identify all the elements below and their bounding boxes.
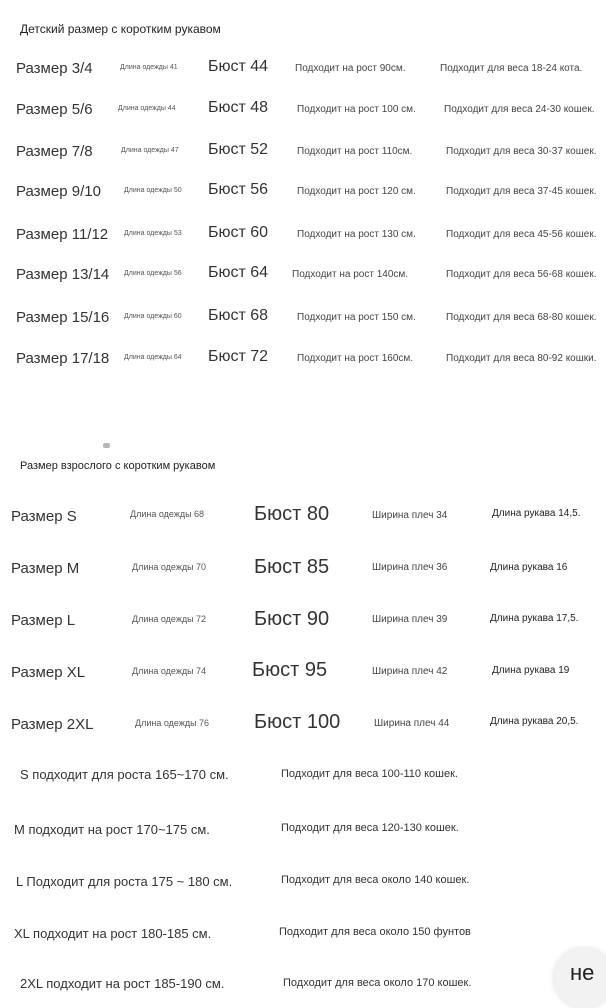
height-fit: 2XL подходит на рост 185-190 см. [20, 976, 225, 991]
length-value: Длина одежды 60 [124, 313, 182, 320]
size-label: Размер 7/8 [16, 143, 93, 160]
size-label: Размер S [11, 508, 77, 525]
weight-fit: Подходит для веса около 170 кошек. [283, 977, 472, 989]
badge-label: не [570, 960, 595, 985]
shoulder-value: Ширина плеч 36 [372, 562, 448, 573]
bust-value: Бюст 85 [254, 556, 330, 578]
height-fit: Подходит на рост 160см. [297, 353, 414, 364]
scan-smudge [103, 443, 110, 448]
bust-value: Бюст 56 [208, 181, 269, 198]
bust-value: Бюст 72 [208, 348, 269, 365]
size-label: Размер 17/18 [16, 350, 110, 367]
height-fit: XL подходит на рост 180-185 см. [14, 926, 212, 941]
height-fit: M подходит на рост 170~175 см. [14, 822, 210, 837]
weight-fit: Подходит для веса около 140 кошек. [281, 874, 470, 886]
floating-badge[interactable] [554, 948, 606, 1008]
length-value: Длина одежды 56 [124, 270, 182, 277]
weight-fit: Подходит для веса 120-130 кошек. [281, 822, 459, 834]
shoulder-value: Ширина плеч 34 [372, 510, 448, 521]
length-value: Длина одежды 72 [132, 614, 207, 624]
height-fit: S подходит для роста 165~170 см. [20, 767, 229, 782]
kids-title: Детский размер с коротким рукавом [20, 22, 221, 36]
size-label: Размер L [11, 612, 76, 629]
weight-fit: Подходит для веса 18-24 кота. [440, 63, 583, 74]
bust-value: Бюст 68 [208, 307, 269, 324]
size-label: Размер 5/6 [16, 101, 93, 118]
bust-value: Бюст 44 [208, 58, 269, 75]
length-value: Длина одежды 53 [124, 230, 182, 237]
bust-value: Бюст 48 [208, 99, 269, 116]
weight-fit: Подходит для веса около 150 фунтов [279, 926, 471, 938]
weight-fit: Подходит для веса 30-37 кошек. [446, 146, 597, 157]
height-fit: Подходит на рост 100 см. [297, 104, 416, 115]
length-value: Длина одежды 41 [120, 64, 178, 71]
length-value: Длина одежды 44 [118, 105, 176, 112]
length-value: Длина одежды 70 [132, 562, 207, 572]
height-fit: Подходит на рост 150 см. [297, 312, 416, 323]
bust-value: Бюст 100 [254, 711, 341, 733]
sleeve-value: Длина рукава 16 [490, 562, 568, 573]
size-label: Размер 3/4 [16, 60, 93, 77]
length-value: Длина одежды 68 [130, 509, 205, 519]
size-label: Размер 9/10 [16, 183, 101, 200]
length-value: Длина одежды 47 [121, 147, 179, 154]
size-label: Размер 15/16 [16, 309, 110, 326]
sleeve-value: Длина рукава 19 [492, 665, 570, 676]
weight-fit: Подходит для веса 100-110 кошек. [281, 768, 458, 780]
bust-value: Бюст 80 [254, 503, 330, 525]
shoulder-value: Ширина плеч 39 [372, 614, 448, 625]
height-fit: L Подходит для роста 175 ~ 180 см. [16, 874, 233, 889]
bust-value: Бюст 95 [252, 659, 328, 681]
length-value: Длина одежды 50 [124, 187, 182, 194]
height-fit: Подходит на рост 130 см. [297, 229, 416, 240]
shoulder-value: Ширина плеч 42 [372, 666, 448, 677]
shoulder-value: Ширина плеч 44 [374, 718, 450, 729]
sleeve-value: Длина рукава 20,5. [490, 716, 579, 727]
size-label: Размер 2XL [11, 716, 94, 733]
size-label: Размер 11/12 [16, 226, 109, 243]
sleeve-value: Длина рукава 17,5. [490, 613, 579, 624]
weight-fit: Подходит для веса 80-92 кошки. [446, 353, 597, 364]
height-fit: Подходит на рост 140см. [292, 269, 409, 280]
weight-fit: Подходит для веса 37-45 кошек. [446, 186, 597, 197]
bust-value: Бюст 90 [254, 608, 330, 630]
size-label: Размер 13/14 [16, 266, 110, 283]
height-fit: Подходит на рост 110см. [297, 146, 413, 157]
weight-fit: Подходит для веса 56-68 кошек. [446, 269, 597, 280]
length-value: Длина одежды 74 [132, 666, 207, 676]
bust-value: Бюст 52 [208, 141, 269, 158]
size-label: Размер XL [11, 664, 86, 681]
bust-value: Бюст 60 [208, 224, 269, 241]
height-fit: Подходит на рост 90см. [295, 63, 406, 74]
bust-value: Бюст 64 [208, 264, 269, 281]
weight-fit: Подходит для веса 45-56 кошек. [446, 229, 597, 240]
weight-fit: Подходит для веса 24-30 кошек. [444, 104, 595, 115]
length-value: Длина одежды 76 [135, 718, 210, 728]
length-value: Длина одежды 64 [124, 354, 182, 361]
height-fit: Подходит на рост 120 см. [297, 186, 416, 197]
sleeve-value: Длина рукава 14,5. [492, 508, 581, 519]
adult-title: Размер взрослого с коротким рукавом [20, 460, 216, 472]
weight-fit: Подходит для веса 68-80 кошек. [446, 312, 597, 323]
size-label: Размер M [11, 560, 80, 577]
